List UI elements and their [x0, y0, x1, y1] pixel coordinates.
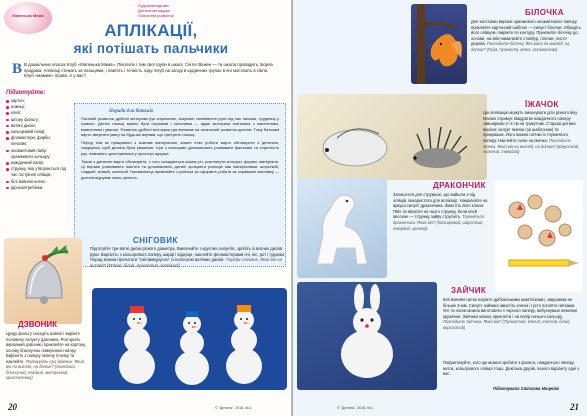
nav-item[interactable]: Дитяча методика — [138, 8, 170, 13]
dragon-title: ДРАКОНЧИК — [433, 181, 486, 190]
page-number-left: 20 — [8, 402, 17, 412]
bunny-text — [443, 297, 581, 331]
squirrel-title: БІЛОЧКА — [525, 8, 564, 17]
parents-tip-box — [74, 103, 286, 267]
drop-cap: В — [12, 61, 23, 77]
bell-craft-photo — [4, 238, 82, 324]
bell-title: ДЗВОНИК — [18, 320, 58, 329]
closing-text: Пофантазуйте, кого ще можна зробити з фольги, наждачного паперу, ниток, кольорового олівця тощо. Декілька друзів, Іншого варіанту одні з вас. — [443, 360, 579, 377]
parents-tip-para: Також з дитиною варто обговорити, з чого складається кожна річ, розглянути кольори, форми, матеріали. Ці вправи розвивають пам'ять та допомагають дитині зрозуміти різницю між матеріалами: шорсткий, гладкий, м'який, колючий. Насамкінець привітайте з успіхом та оформіть роботи як справжню виставку — дитина відчуває свою цінність. — [81, 158, 279, 180]
material-item: наждачний папір; — [6, 160, 66, 166]
parents-tip-para: Поганий розвиток дрібної моторики рук спричиняє, зокрема, невпевнені рухи під час письма, труднощі у грамоті. Дитячі пальці мають бути гнучкими і сильними — адже моторика пов'язана з мисленням, мовленням і увагою. Розвиток дрібної моторики рук впливає на загальний розвиток дитини. Тому батькам варто звертати увагу на будь-які вправи, що тренують пальці. — [81, 116, 279, 137]
material-item: білі вовняні нитки; — [6, 179, 66, 185]
bunny-question: Погладьте зайчика. Який він? (Пухнастий, м'який, теплий, білий, ворсистий) — [443, 319, 571, 330]
intro-text: В дошкільних класах Клуб «Маленька Мама», Пікологік і тим свої групи в школі. Сінтег Вінкен — та школа проводить творча продажа. Аплікаці стежать за пальцями, і пам'ять і точність зору. Клуб на загоді в щоденних групах в яні мостають в сім’ю. Клуб «мамині» ігрова. А у вас? — [24, 62, 273, 79]
bell-instructions: Цукру фольгу складіть навпіл і виріжте половину силуету дзвоника. Розгорніть вирізаний дзвоник і приклейте на картону основу блискучою поверхнею нагору. Вирізніть з паперу зелену гілочку та наклейте. — [6, 331, 86, 364]
hedgehog-question: Погладьте їжачка. Який він на вигляд, на дотик? (Шорсткий, колючий, твердий) — [483, 137, 580, 155]
intro-paragraph — [12, 62, 278, 79]
squirrel-craft-photo — [411, 4, 467, 84]
parents-tip-title: Поради для батьків — [109, 109, 154, 114]
left-page — [0, 0, 293, 416]
hedgehog-instructions: Цю аплікацію можуть виконувати діти різного віку. Малюк отримує квадратик наждачного паперу завширшки 2–3 см на трикутник. Старша дитина вирізає силует їжачка (за шаблоном) та прикрашає. Його можна голчки із тлумачного паперу. Наклейте голки на їжачка. — [483, 110, 578, 143]
materials-title: Підготуйте: — [6, 90, 46, 96]
article-subtitle: які потішать пальчики — [73, 41, 229, 56]
article-title: АПЛІКАЦІЇ, — [104, 21, 198, 40]
bell-text — [6, 331, 88, 381]
hedgehog-title: ЇЖАЧОК — [525, 100, 559, 109]
squirrel-question: Погладьте білочку. Яка вона на вигляд, на дотик? (Руда, пухнаста, м'яка, оксамитова) — [471, 41, 570, 52]
material-item: кольоровий папір; — [6, 129, 66, 135]
magazine-logo — [4, 2, 52, 34]
dragon-craft-photo — [297, 178, 387, 278]
snowman-question: Поради сніговик. Який він на вигляд? (М'який, білий, пухнастий, холодний) — [90, 257, 282, 268]
snowman-title: СНІГОВИК — [133, 236, 178, 245]
bunny-title: ЗАЙЧИК — [451, 286, 487, 295]
dragon-text — [393, 192, 489, 231]
logo-text: Маленька Мама — [12, 13, 44, 18]
pencil-shavings-photo — [495, 180, 583, 292]
hedgehog-craft-photo — [297, 94, 487, 180]
material-item: картон; — [6, 98, 66, 104]
footer-left: © "Дитина", 2018, №1 — [215, 406, 252, 410]
material-item: клей; — [6, 110, 66, 116]
material-item: шпону фольгу; — [6, 117, 66, 123]
bunny-instructions: Білі вовняні нитки наріжте дрібненькими шматочками, завдовжки не більше 5 мм. Силует зайчика змастіть клеєм і густо посипте нитками. Очі та носик можна виготовити з чорного паперу, вибухнувши невеликі кружечки. Зайчика можна приклеїти і на папір синього кольору. — [443, 297, 578, 319]
dragon-instructions: Залиштеся для стружкою ,що вийшла з-під олівців, використати для аплікації. Намалюйте на аркуші силует дракончика. Змастіть його клеєм ПВА та висипте на нього стружку. Коли клей висохне — стружку зайву струсніть. — [393, 192, 488, 220]
nav-item[interactable]: Художник вдома — [138, 3, 169, 8]
material-item: стружку, яка утворюється під час гостріння олівців; — [6, 166, 66, 178]
right-page — [293, 0, 587, 416]
bunny-craft-photo — [297, 282, 437, 390]
snowman-craft-photo — [92, 288, 287, 390]
squirrel-instructions: Для заготовки вирізки оранжевого оксамитового паперу приклейте картонний шаблон — силует білочки. Обведіть його олівцем і виріжте по контуру. Приклейте білочку до основи, на якій намалюйте стовбур, гілочки, листя дерева. — [471, 19, 581, 47]
snowman-instructions: Підготуйте три ватні диски різного діаметра. Виклеюйте з круглих силуетів, зробіть із ватних дисків руки. Вирізніть з кольорового паперу шарф і відерце, наклейте фломастерами очі, ніс, рот і гудзики. Порад можна прочитати "сніговикурусно" із полоскою ватяних дисків. — [90, 246, 285, 263]
nav-item[interactable]: Освоєння розвиток — [138, 13, 174, 18]
material-item: ножиці; — [6, 104, 66, 110]
bell-question: Поговоріть про дзвоник. Який він на вигляд, на дотик? (Холодний, блискучий, гладкий, металевий, кристалевий) — [6, 358, 84, 380]
page-number-right: 21 — [570, 402, 579, 412]
hedgehog-text — [483, 110, 581, 155]
article-author: Підготувала Світлана Мацейко — [493, 386, 560, 391]
footer-right: © "Дитина", 2018, №1 — [337, 406, 374, 410]
section-nav — [138, 3, 182, 18]
parents-tip-para: Перед тим як працювати з кожним матеріалом, кожен етап роботи варто обговорити з дитиною, слідкуючи, щоб дитина була уважною. Ігри з пальцями допомагають розвивати фантазію та спритність рук, навчають орієнтуватися у просторі аркуша. — [81, 140, 279, 156]
material-item: фломастери, фарби, пензлик; — [6, 135, 66, 147]
material-item: дірокол/гребінки. — [6, 185, 66, 191]
snowman-text — [90, 246, 288, 268]
material-item: ватяні диски; — [6, 123, 66, 129]
materials-list — [6, 90, 66, 191]
material-item: оксамитовий папір оранжевого кольору; — [6, 148, 66, 160]
dragon-question: Торкніться дракончика. Який він? (Кольоровий, шорсткий, твердий, цікавий) — [393, 214, 484, 231]
squirrel-text — [471, 19, 581, 53]
